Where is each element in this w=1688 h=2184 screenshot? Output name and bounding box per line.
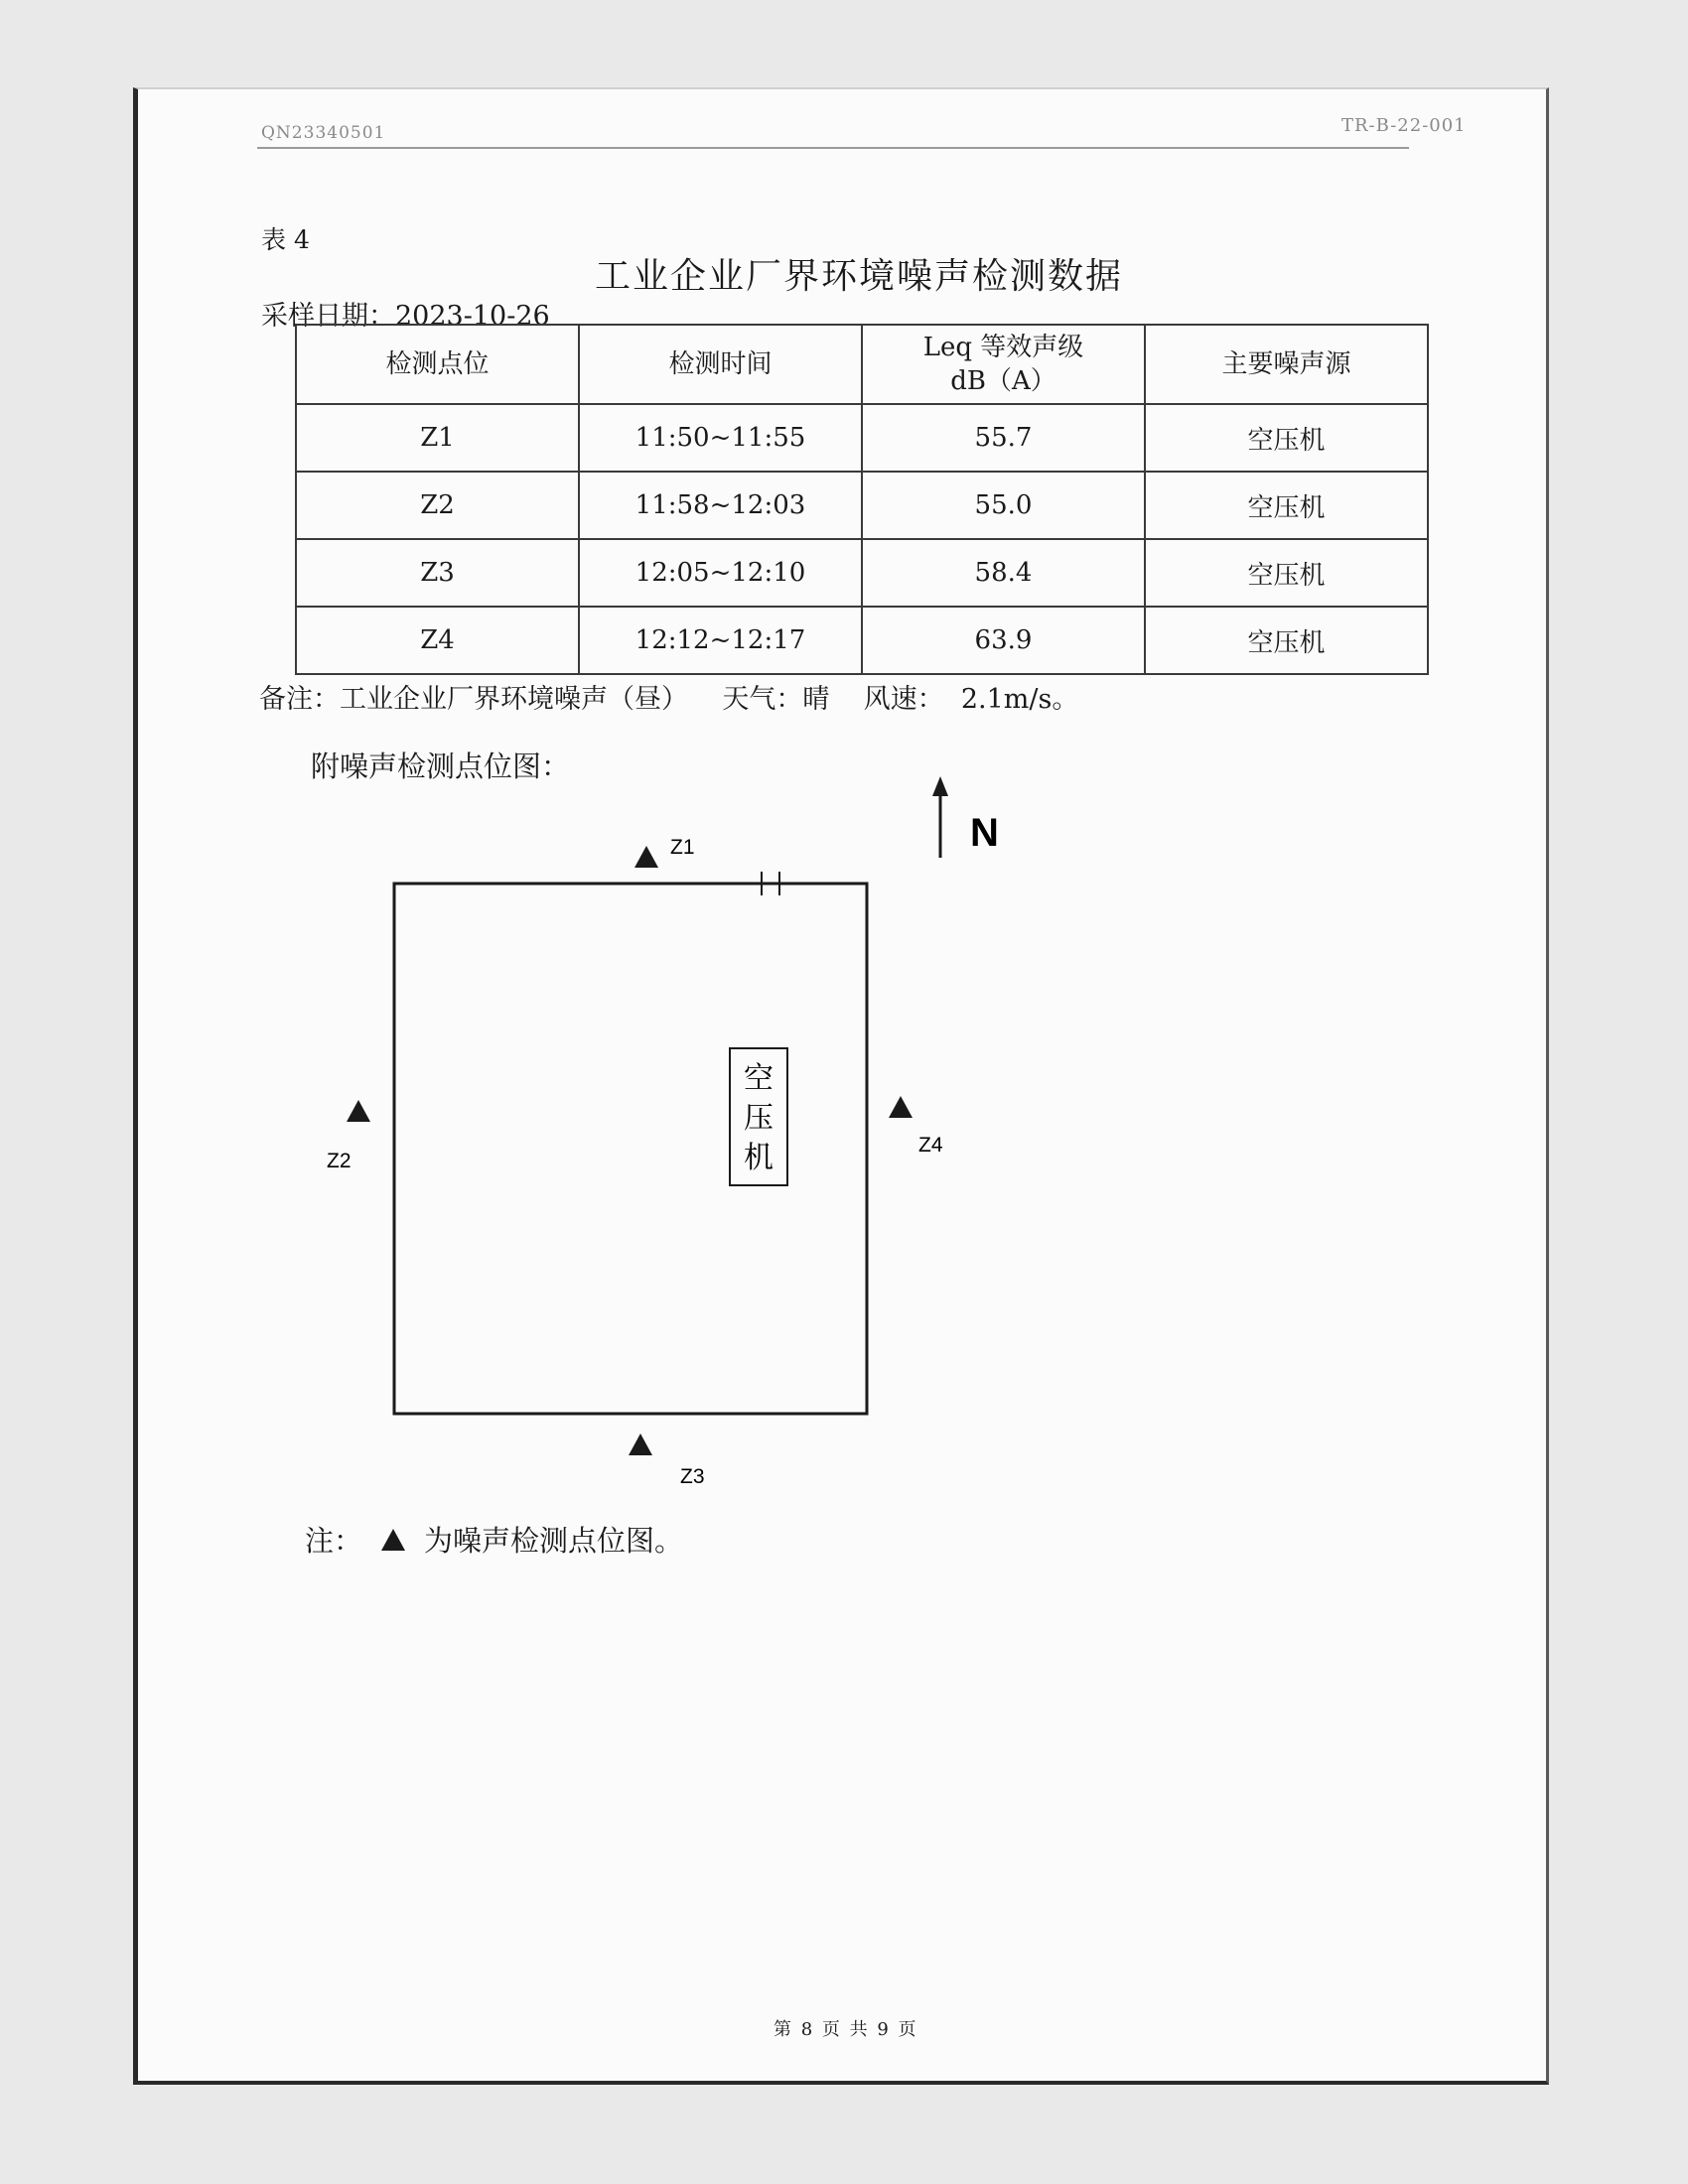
document-page [133,87,1549,2085]
cell-point: Z1 [296,404,579,472]
cell-source: 空压机 [1145,404,1428,472]
cell-source: 空压机 [1145,539,1428,607]
header-source: 主要噪声源 [1145,325,1428,404]
cell-point: Z3 [296,539,579,607]
header-form-code: TR-B-22-001 [1341,115,1467,136]
header-leq-line1: Leq 等效声级 [922,333,1084,362]
note-text: 为噪声检测点位图。 [424,1524,684,1558]
header-time: 检测时间 [579,325,862,404]
north-arrow-icon [932,776,948,858]
cell-time: 12:12~12:17 [579,607,862,674]
equipment-char: 压 [744,1101,774,1136]
triangle-legend-icon [380,1528,406,1552]
triangle-marker-icon [634,846,658,868]
header-point: 检测点位 [296,325,579,404]
cell-source: 空压机 [1145,472,1428,539]
point-label-z1: Z1 [670,836,695,859]
cell-leq: 58.4 [862,539,1145,607]
equipment-char: 机 [744,1141,774,1175]
note-prefix: 注： [305,1524,363,1558]
triangle-marker-icon [629,1433,652,1455]
figure-title: 附噪声检测点位图： [311,750,571,783]
cell-leq: 55.7 [862,404,1145,472]
cell-time: 11:58~12:03 [579,472,862,539]
page-number: 第 8 页 共 9 页 [774,2019,918,2040]
header-doc-code: QN23340501 [261,123,386,143]
cell-point: Z4 [296,607,579,674]
monitoring-point-diagram [138,89,1554,2087]
site-boundary [394,884,867,1414]
legend-note [305,1519,683,1560]
cell-time: 11:50~11:55 [579,404,862,472]
cell-point: Z2 [296,472,579,539]
point-label-z2: Z2 [327,1150,352,1172]
cell-leq: 63.9 [862,607,1145,674]
sample-date: 采样日期：2023-10-26 [261,301,550,332]
north-label: N [970,811,999,855]
triangle-marker-icon [347,1100,370,1122]
point-label-z3: Z3 [680,1465,705,1488]
cell-leq: 55.0 [862,472,1145,539]
cell-time: 12:05~12:10 [579,539,862,607]
table-remark: 备注：工业企业厂界环境噪声（昼） 天气：晴 风速： 2.1m/s。 [259,684,1079,715]
page-title: 工业企业厂界环境噪声检测数据 [595,256,1124,297]
triangle-marker-icon [889,1096,913,1118]
table-label: 表 4 [261,225,310,254]
point-label-z4: Z4 [918,1134,943,1157]
header-leq-unit: dB（A） [950,366,1056,396]
equipment-char: 空 [744,1061,774,1096]
cell-source: 空压机 [1145,607,1428,674]
